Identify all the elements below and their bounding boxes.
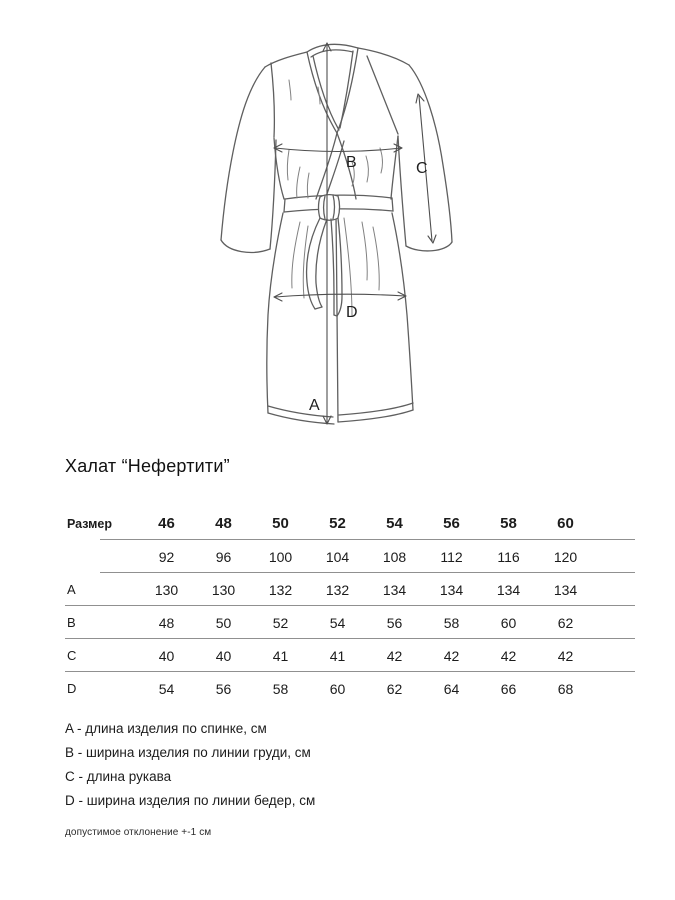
table-cell: 108 — [382, 548, 407, 565]
belt-knot — [319, 195, 340, 221]
table-cell: 50 — [215, 614, 232, 631]
tolerance-note: допустимое отклонение +-1 см — [65, 827, 212, 838]
table-cell: 104 — [325, 548, 350, 565]
table-cell: 42 — [443, 647, 460, 664]
table-cell: 130 — [154, 581, 179, 598]
table-cell: 60 — [500, 614, 517, 631]
legend-item-a: A - длина изделия по спинке, см — [65, 721, 267, 736]
label-d: D — [346, 304, 358, 321]
table-cell: 48 — [158, 614, 175, 631]
label-b: B — [346, 154, 357, 171]
table-cell: 40 — [158, 647, 175, 664]
table-cell: 41 — [329, 647, 346, 664]
label-a: A — [309, 397, 320, 414]
table-cell: 56 — [386, 614, 403, 631]
table-row-a: A 130 130 132 132 134 134 134 134 — [65, 573, 635, 606]
size-col: 50 — [272, 515, 289, 532]
size-col: 46 — [158, 515, 175, 532]
table-cell: 62 — [386, 680, 403, 697]
table-cell: 132 — [325, 581, 350, 598]
legend-item-c: C - длина рукава — [65, 769, 172, 784]
measurement-arrows — [274, 43, 436, 424]
table-header-label: Размер — [67, 516, 113, 531]
table-cell: 116 — [497, 548, 520, 565]
table-cell: 54 — [158, 680, 175, 697]
table-cell: 134 — [553, 581, 578, 598]
size-col: 60 — [557, 515, 574, 532]
table-cell: 42 — [557, 647, 574, 664]
table-row-c: C 40 40 41 41 42 42 42 42 — [65, 639, 635, 672]
size-col: 56 — [443, 515, 460, 532]
table-cell: 41 — [272, 647, 289, 664]
table-cell: 56 — [215, 680, 232, 697]
robe-outline — [221, 44, 452, 424]
table-cell: 42 — [386, 647, 403, 664]
table-cell: 58 — [272, 680, 289, 697]
size-table — [65, 507, 635, 705]
table-cell: 54 — [329, 614, 346, 631]
size-col: 48 — [215, 515, 232, 532]
table-cell: 120 — [553, 548, 578, 565]
table-cell: 134 — [496, 581, 521, 598]
measure-line-b — [274, 144, 402, 152]
size-col: 54 — [386, 515, 403, 532]
measure-line-a — [323, 43, 331, 424]
size-col: 52 — [329, 515, 346, 532]
table-cell: 62 — [557, 614, 574, 631]
measure-line-d — [274, 292, 406, 301]
table-cell: 134 — [382, 581, 407, 598]
table-cell: 42 — [500, 647, 517, 664]
table-cell: 64 — [443, 680, 460, 697]
measurement-legend — [65, 721, 315, 817]
size-col: 58 — [500, 515, 517, 532]
table-cell: 52 — [272, 614, 289, 631]
label-c: C — [416, 160, 428, 177]
legend-item-d: D - ширина изделия по линии бедер, см — [65, 793, 316, 808]
table-cell: 100 — [268, 548, 293, 565]
table-cell: 58 — [443, 614, 460, 631]
table-cell: 92 — [158, 548, 175, 565]
legend-item-b: B - ширина изделия по линии груди, см — [65, 745, 311, 760]
table-cell: 134 — [439, 581, 464, 598]
table-row-sizes — [65, 507, 635, 540]
table-cell: 96 — [215, 548, 232, 565]
product-title: Халат “Нефертити” — [65, 456, 230, 476]
table-cell: 68 — [557, 680, 574, 697]
table-cell: 112 — [440, 548, 463, 565]
table-cell: 130 — [211, 581, 236, 598]
table-cell: 66 — [500, 680, 517, 697]
table-row-b: B 48 50 52 54 56 58 60 62 — [65, 606, 635, 639]
table-cell: 60 — [329, 680, 346, 697]
table-cell: 40 — [215, 647, 232, 664]
table-row-d: D 54 56 58 60 62 64 66 68 — [65, 672, 635, 705]
table-cell: 132 — [268, 581, 293, 598]
table-row-chest-girth — [65, 540, 635, 573]
